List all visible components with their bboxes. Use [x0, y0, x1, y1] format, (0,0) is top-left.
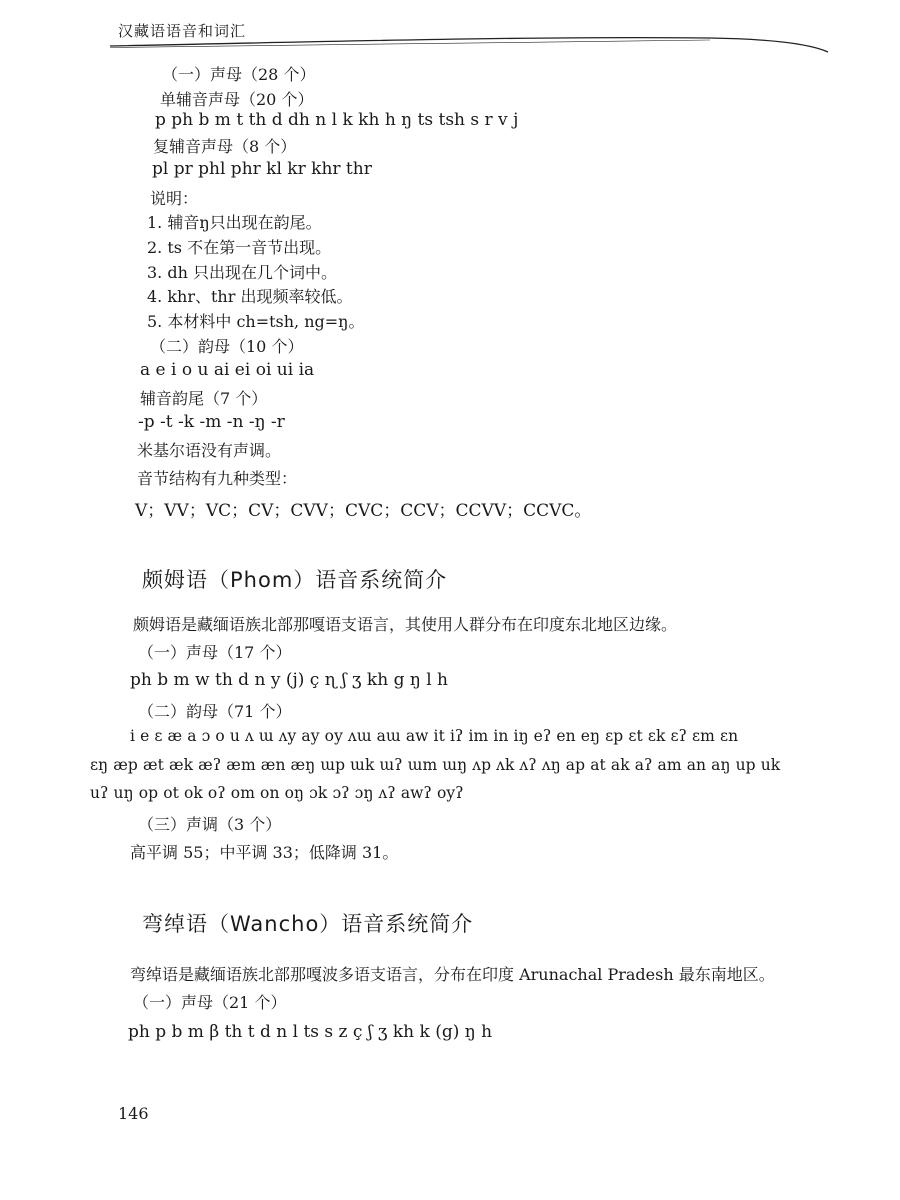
compound-consonant-list: pl pr phl phr kl kr khr thr: [152, 159, 372, 179]
header-rule: [110, 30, 830, 54]
single-consonant-heading: 单辅音声母（20 个）: [160, 90, 314, 109]
section-title-phom: 颇姆语（Phom）语音系统简介: [142, 568, 448, 592]
codas-list: -p -t -k -m -n -ŋ -r: [138, 412, 285, 432]
phom-finals-line: ɛŋ æp æt æk æʔ æm æn æŋ ɯp ɯk ɯʔ ɯm ɯŋ ʌp ʌk ʌʔ ʌŋ ap at ak aʔ am an aŋ up uk: [90, 756, 781, 774]
syllable-structure-heading: 音节结构有九种类型：: [137, 469, 298, 488]
phom-initials-list: ph b m w th d n y (j) ç ɳ ʃ ʒ kh g ŋ l h: [130, 670, 448, 690]
note-item: 5. 本材料中 ch=tsh, ng=ŋ。: [147, 312, 365, 331]
page-number: 146: [118, 1104, 149, 1123]
no-tone-statement: 米基尔语没有声调。: [137, 441, 282, 460]
note-item: 3. dh 只出现在几个词中。: [147, 263, 337, 282]
initials-heading: （一）声母（28 个）: [162, 65, 316, 84]
phom-tones-list: 高平调 55；中平调 33；低降调 31。: [130, 843, 399, 862]
section-title-wancho: 弯绰语（Wancho）语音系统简介: [142, 912, 474, 936]
phom-finals-line: uʔ uŋ op ot ok oʔ om on oŋ ɔk ɔʔ ɔŋ ʌʔ awʔ oyʔ: [90, 784, 464, 802]
syllable-types: V；VV；VC；CV；CVV；CVC；CCV；CCVV；CCVC。: [135, 501, 592, 521]
phom-finals-heading: （二）韵母（71 个）: [138, 702, 292, 721]
phom-tones-heading: （三）声调（3 个）: [138, 815, 282, 834]
notes-label: 说明：: [150, 189, 199, 208]
phom-intro: 颇姆语是藏缅语族北部那嘎语支语言，其使用人群分布在印度东北地区边缘。: [133, 615, 678, 634]
note-item: 1. 辅音ŋ只出现在韵尾。: [147, 213, 322, 232]
wancho-initials-heading: （一）声母（21 个）: [133, 993, 287, 1012]
wancho-initials-list: ph p b m β th t d n l ts s z ç ʃ ʒ kh k (g) ŋ h: [128, 1022, 493, 1042]
phom-initials-heading: （一）声母（17 个）: [138, 643, 292, 662]
finals-list: a e i o u ai ei oi ui ia: [140, 360, 315, 380]
wancho-intro: 弯绰语是藏缅语族北部那嘎波多语支语言，分布在印度 Arunachal Pradesh 最东南地区。: [130, 965, 775, 984]
finals-heading: （二）韵母（10 个）: [150, 337, 304, 356]
phom-finals-line: i e ɛ æ a ɔ o u ʌ ɯ ʌy ay oy ʌɯ aɯ aw it iʔ im in iŋ eʔ en eŋ ɛp ɛt ɛk ɛʔ ɛm ɛn: [130, 727, 739, 745]
codas-heading: 辅音韵尾（7 个）: [140, 389, 268, 408]
running-header: 汉藏语语音和词汇: [118, 22, 247, 40]
note-item: 4. khr、thr 出现频率较低。: [147, 287, 353, 306]
single-consonant-list: p ph b m t th d dh n l k kh h ŋ ts tsh s r v j: [155, 110, 519, 130]
note-item: 2. ts 不在第一音节出现。: [147, 238, 332, 257]
compound-consonant-heading: 复辅音声母（8 个）: [153, 137, 297, 156]
